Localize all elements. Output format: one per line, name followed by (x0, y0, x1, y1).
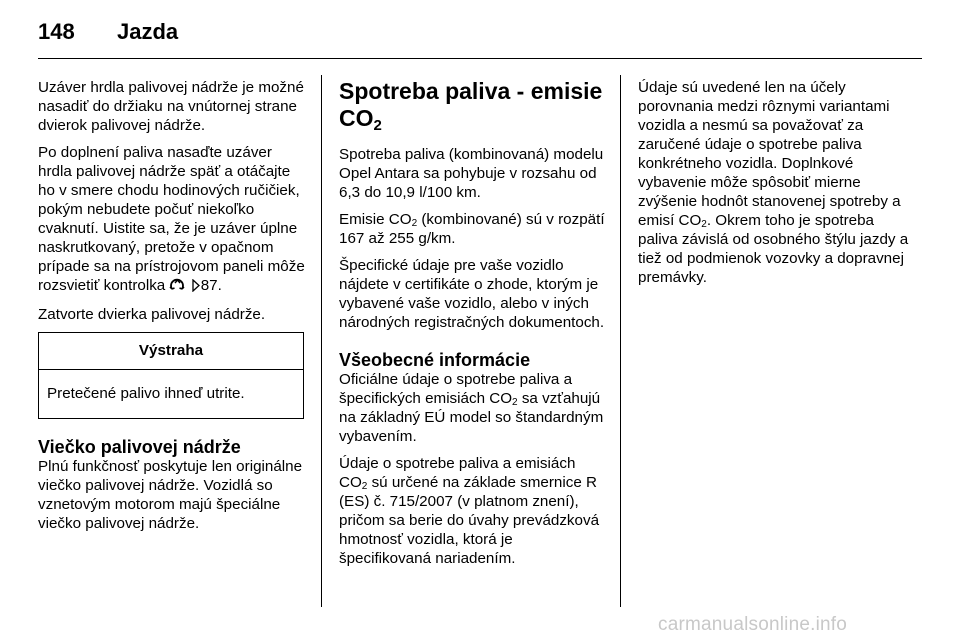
column-2 (339, 78, 607, 576)
page-number: 148 (38, 19, 75, 44)
page-title: Jazda (117, 19, 179, 44)
header-rule (38, 58, 922, 59)
heading-fuel-cap: Viečko palivovej nádrže (38, 437, 241, 457)
page-reference[interactable]: 87. (200, 277, 222, 294)
paragraph-refuel: Po doplnení paliva nasaďte uzáver hrdla palivovej nádrže späť a otáčajte ho v smere chodu hodinových ručičiek, pokým nebudete počuť niekoľko cvaknutí. Uistite sa, že je uzáver úplne naskrutkovaný, pretože v opačnom prípade sa na prístrojovom paneli môže rozsvietiť kontrolka 87. (38, 143, 306, 297)
paragraph-close-flap: Zatvorte dvierka palivovej nádrže. (38, 306, 266, 323)
page-reference-icon (191, 278, 201, 297)
column-1 (38, 78, 306, 541)
paragraph-emissions: Emisie $CO_2$ (kombinované) sú v rozpätí 167 až 255 g/km. (339, 211, 605, 247)
paragraph-official-data: Oficiálne údaje o spotrebe paliva a špecifických emisiách $CO_2$ sa vzťahujú na základný EÚ model so štandardným vybavením. (339, 371, 604, 445)
column-divider-1 (321, 75, 322, 607)
paragraph-cap-holder: Uzáver hrdla palivovej nádrže je možné nasadiť do držiaku na vnútornej strane dvierok palivovej nádrže. (38, 79, 304, 134)
heading-consumption: Spotreba paliva - emisie CO2 (339, 78, 603, 134)
paragraph-fuel-cap: Plnú funkčnosť poskytuje len originálne viečko palivovej nádrže. Vozidlá so vznetovým motorom majú špeciálne viečko palivovej nádrže. (38, 458, 303, 532)
paragraph-directive: Údaje o spotrebe paliva a emisiách $CO_2$ sú určené na základe smernice R (ES) č. 715/2007 (v platnom znení), pričom sa berie do úvahy prevádzková hmotnosť vozidla, ktorá je špecifikovaná nariadením. (339, 455, 600, 567)
fuel-cap-warning-icon (169, 277, 186, 297)
paragraph-specific-data: Špecifické údaje pre vaše vozidlo nájdete v certifikáte o zhode, ktorým je vybavené vaše vozidlo, alebo v iných národných registračných dokumentoch. (339, 257, 605, 331)
paragraph-comparison: Údaje sú uvedené len na účely porovnania medzi rôznymi variantami vozidla a nesmú sa považovať za zaručené údaje o spotrebe paliva konkrétneho vozidla. Doplnkové vybavenie môže spôsobiť mierne zvýšenie hodnôt stanovenej spotreby a emisí $CO_2$. Okrem toho je spotreba paliva závislá od osobného štýlu jazdy a tiež od podmienok vozovky a dopravnej premávky. (638, 79, 909, 286)
warning-text: Pretečené palivo ihneď utrite. (47, 385, 245, 402)
column-3 (638, 78, 910, 295)
warning-box (38, 332, 304, 419)
paragraph-consumption-range: Spotreba paliva (kombinovaná) modelu Opel Antara sa pohybuje v rozsahu od 6,3 do 10,9 l/100 km. (339, 146, 604, 201)
column-divider-2 (620, 75, 621, 607)
heading-general-info: Všeobecné informácie (339, 350, 531, 370)
watermark: carmanualsonline.info (658, 614, 848, 635)
warning-title: Výstraha (39, 333, 303, 370)
